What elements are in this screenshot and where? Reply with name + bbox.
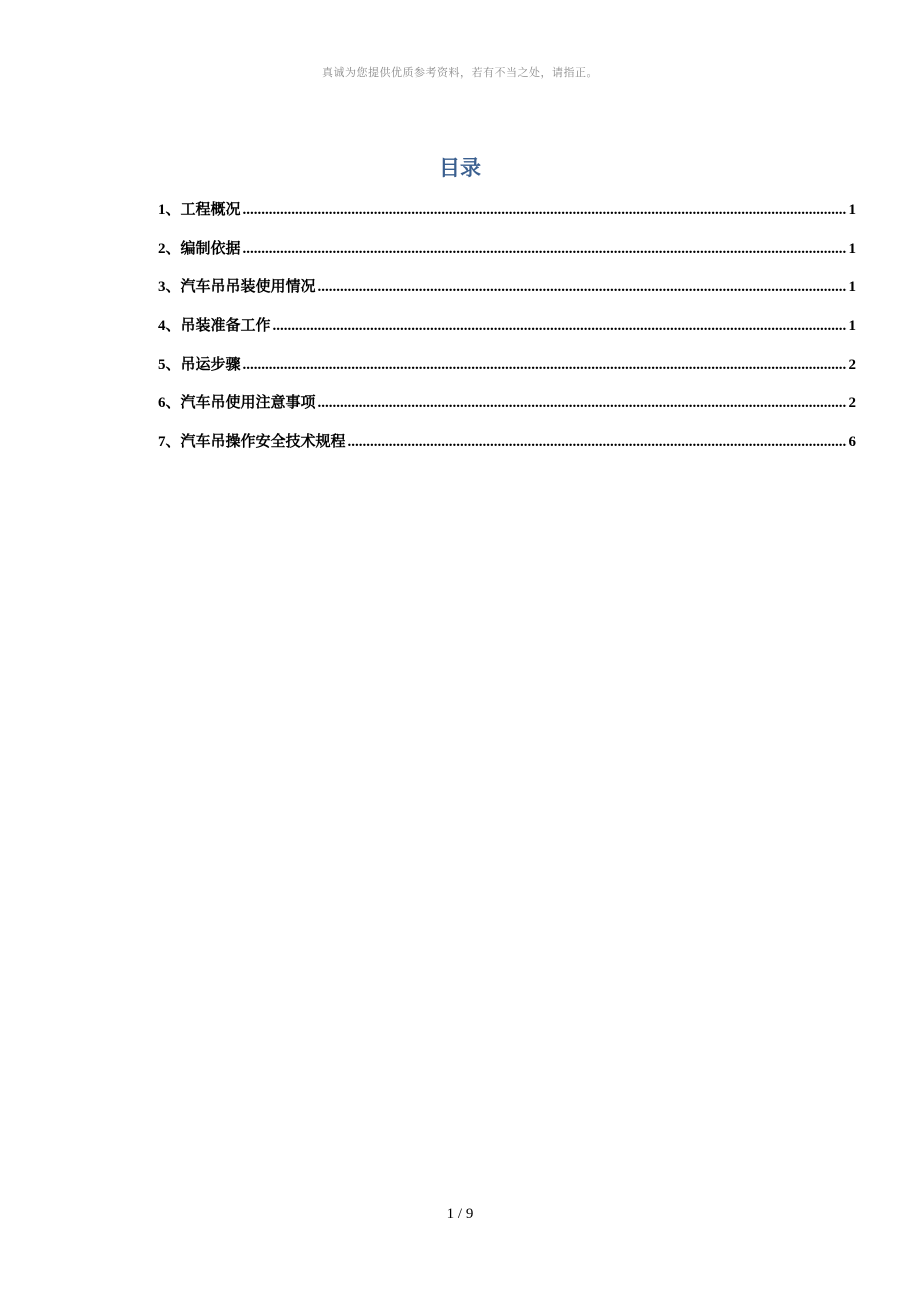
toc-entry-page: 1 bbox=[848, 279, 856, 296]
toc-entry-label: 、汽车吊使用注意事项 bbox=[165, 393, 316, 412]
toc-entry-label: 、汽车吊操作安全技术规程 bbox=[165, 432, 346, 451]
toc-entry-page: 1 bbox=[848, 202, 856, 218]
toc-dot-leader bbox=[318, 279, 847, 296]
toc-dot-leader bbox=[273, 318, 847, 335]
toc-entry-number: 6 bbox=[158, 395, 166, 412]
toc-entry-label: 、汽车吊吊装使用情况 bbox=[165, 277, 316, 296]
toc-entry[interactable] bbox=[158, 430, 856, 469]
toc-list bbox=[158, 198, 856, 469]
toc-entry[interactable] bbox=[158, 275, 856, 314]
toc-entry-label: 、编制依据 bbox=[165, 238, 241, 257]
toc-entry-page: 6 bbox=[848, 434, 856, 451]
toc-entry-page: 2 bbox=[848, 356, 856, 373]
toc-entry-number: 2 bbox=[158, 240, 166, 257]
toc-dot-leader bbox=[243, 202, 847, 219]
toc-entry-label: 、工程概况 bbox=[165, 200, 241, 218]
toc-title: 目录 bbox=[439, 156, 481, 180]
toc-dot-leader bbox=[243, 357, 847, 374]
toc-entry-number: 7 bbox=[158, 434, 166, 451]
toc-entry-number: 1 bbox=[158, 202, 166, 218]
toc-entry-page: 1 bbox=[848, 240, 856, 257]
toc-dot-leader bbox=[243, 241, 847, 258]
toc-entry[interactable] bbox=[158, 198, 856, 237]
toc-entry[interactable] bbox=[158, 237, 856, 276]
toc-dot-leader bbox=[318, 395, 847, 412]
toc-entry-number: 3 bbox=[158, 279, 166, 296]
toc-entry-number: 4 bbox=[158, 318, 166, 335]
page-header: 真诚为您提供优质参考资料，若有不当之处，请指正。 bbox=[322, 66, 598, 79]
toc-entry-label: 、吊运步骤 bbox=[165, 354, 241, 373]
toc-entry-page: 1 bbox=[848, 318, 856, 335]
toc-dot-leader bbox=[348, 434, 847, 451]
toc-entry-number: 5 bbox=[158, 356, 166, 373]
toc-entry[interactable] bbox=[158, 314, 856, 353]
toc-entry-label: 、吊装准备工作 bbox=[165, 316, 271, 335]
page-number-footer: 1 / 9 bbox=[446, 1206, 474, 1222]
toc-entry-page: 2 bbox=[848, 395, 856, 412]
toc-entry[interactable] bbox=[158, 353, 856, 392]
toc-entry[interactable] bbox=[158, 391, 856, 430]
